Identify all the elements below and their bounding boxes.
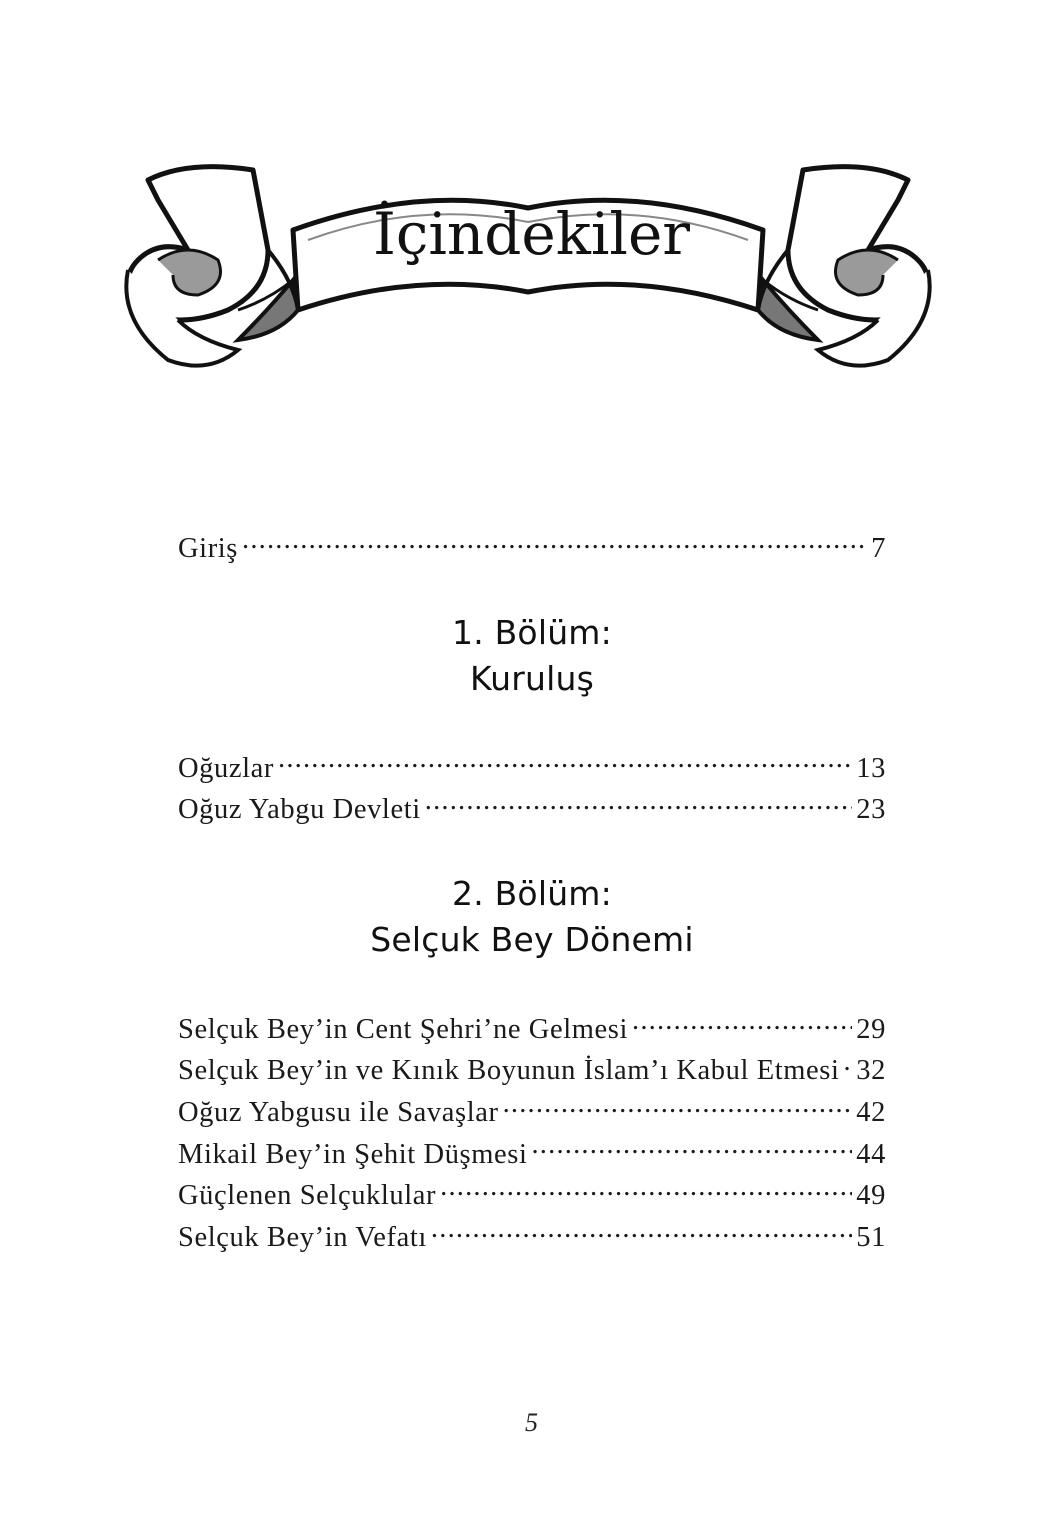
toc-entry[interactable] <box>178 1134 886 1176</box>
dot-leader <box>632 1009 852 1038</box>
toc-entry-page: 32 <box>856 1055 886 1087</box>
toc-entry[interactable] <box>178 1217 886 1259</box>
toc-entry-label: Oğuzlar <box>178 752 274 784</box>
section-heading-title: Kuruluş <box>469 658 595 698</box>
section-heading-number: 2. Bölüm: <box>452 873 612 913</box>
toc-entry[interactable] <box>178 789 886 831</box>
toc-entry[interactable] <box>178 1175 886 1217</box>
toc-entry-page: 29 <box>856 1013 886 1045</box>
toc-entry-label: Selçuk Bey’in Vefatı <box>178 1221 427 1253</box>
toc-entry-label: Oğuz Yabgu Devleti <box>178 794 421 826</box>
scroll-banner <box>118 160 938 385</box>
toc-entry-label: Oğuz Yabgusu ile Savaşlar <box>178 1096 499 1128</box>
table-of-contents <box>178 528 886 1258</box>
section-heading-1 <box>178 610 886 702</box>
toc-entry-label: Mikail Bey’in Şehit Düşmesi <box>178 1138 528 1170</box>
toc-entry[interactable] <box>178 1050 886 1092</box>
page-title: İçindekiler <box>372 200 691 268</box>
dot-leader <box>431 1217 852 1246</box>
dot-leader <box>843 1051 852 1080</box>
page-number: 5 <box>525 1408 538 1437</box>
toc-entry-page: 44 <box>856 1138 886 1170</box>
toc-entry[interactable] <box>178 1009 886 1051</box>
section-heading-number: 1. Bölüm: <box>452 612 612 652</box>
toc-entry[interactable] <box>178 1092 886 1134</box>
toc-entry-label: Güçlenen Selçuklular <box>178 1180 437 1212</box>
toc-entry-intro[interactable] <box>178 528 886 570</box>
dot-leader <box>531 1134 852 1163</box>
toc-entry-page: 51 <box>856 1221 886 1253</box>
scroll-banner-icon <box>118 160 938 385</box>
section-heading-title: Selçuk Bey Dönemi <box>370 919 694 959</box>
toc-entry-page: 49 <box>856 1180 886 1212</box>
toc-entry[interactable] <box>178 748 886 790</box>
toc-entry-page: 7 <box>871 533 886 564</box>
dot-leader <box>242 529 867 558</box>
toc-entry-label: Selçuk Bey’in Cent Şehri’ne Gelmesi <box>178 1013 628 1045</box>
toc-entry-label: Selçuk Bey’in ve Kınık Boyunun İslam’ı Kabul Etmesi <box>178 1055 840 1087</box>
toc-entry-page: 42 <box>856 1096 886 1128</box>
dot-leader <box>278 748 852 777</box>
toc-entry-label: Giriş <box>178 533 238 564</box>
toc-entry-page: 13 <box>856 752 886 784</box>
section-heading-2 <box>178 871 886 963</box>
dot-leader <box>440 1176 852 1205</box>
toc-entry-page: 23 <box>856 794 886 826</box>
dot-leader <box>425 790 853 819</box>
dot-leader <box>503 1092 853 1121</box>
